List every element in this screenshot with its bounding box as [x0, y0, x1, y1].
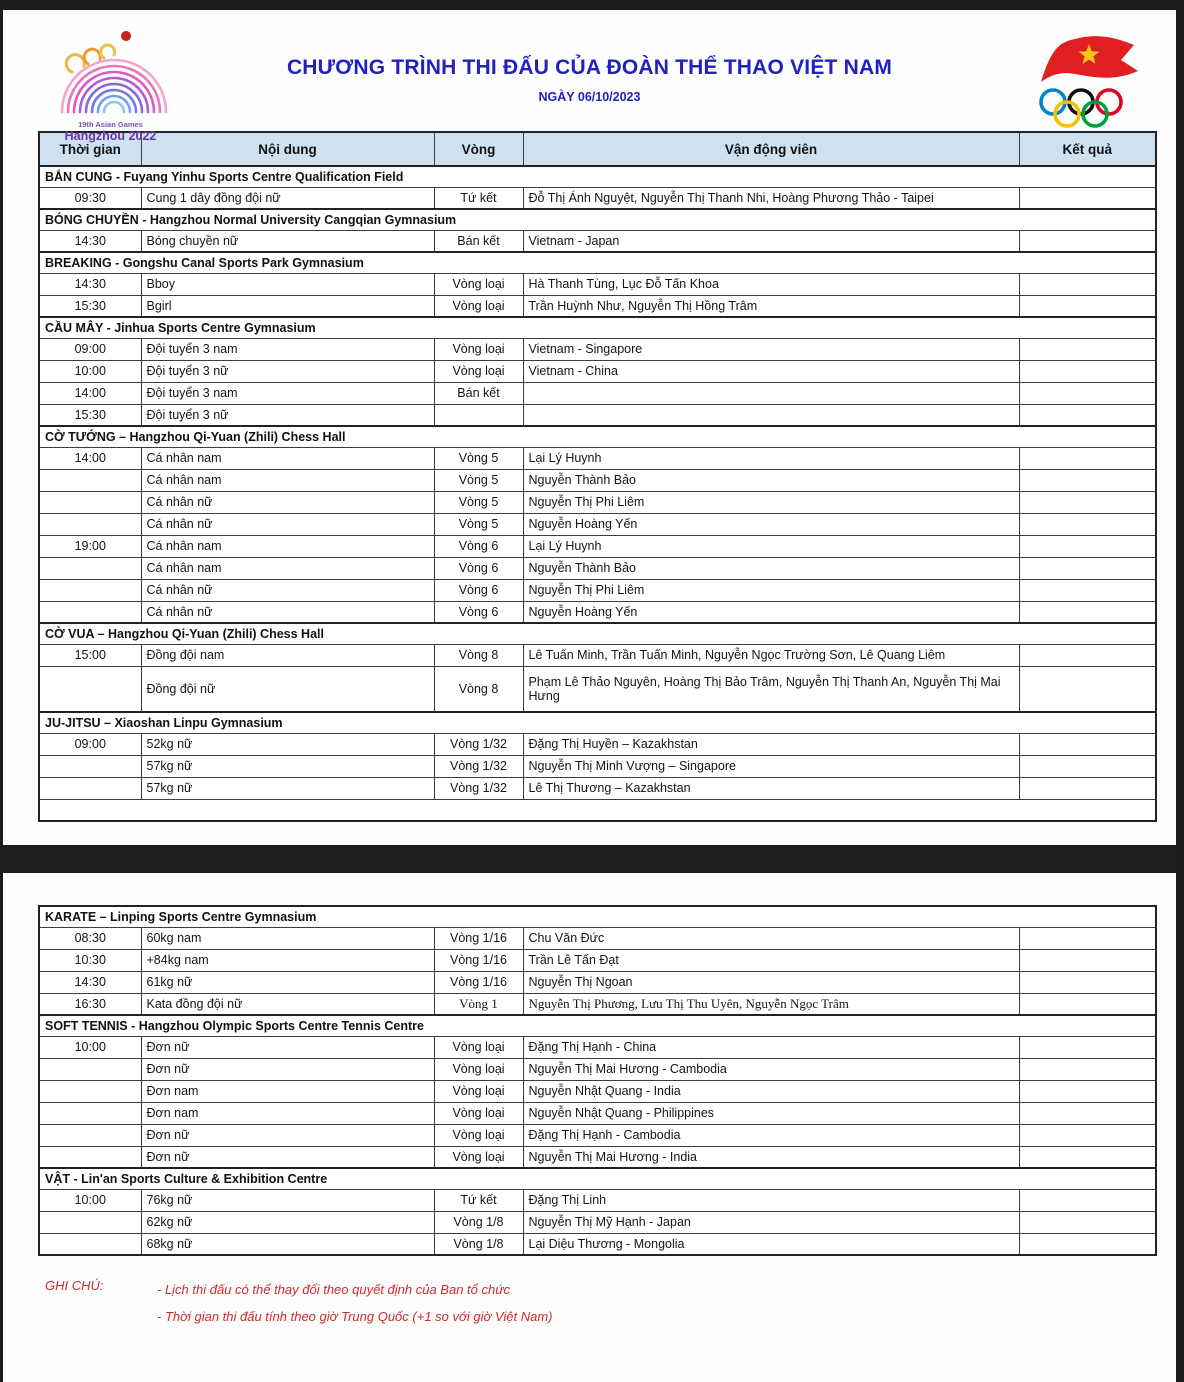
- event-cell: Đội tuyển 3 nam: [141, 382, 434, 404]
- event-cell: Đồng đội nữ: [141, 666, 434, 712]
- logo-text: Hangzhou 2022: [64, 129, 157, 143]
- athletes-cell: Vietnam - Singapore: [523, 338, 1019, 360]
- round-cell: Vòng 6: [434, 601, 523, 623]
- round-cell: Vòng 1/16: [434, 949, 523, 971]
- athletes-cell: Nguyễn Hoàng Yến: [523, 601, 1019, 623]
- venue-section-row: [39, 166, 1156, 187]
- event-cell: Đội tuyển 3 nữ: [141, 360, 434, 382]
- venue-section-title: BREAKING - Gongshu Canal Sports Park Gymnasium: [39, 252, 1156, 273]
- result-cell: [1019, 513, 1156, 535]
- schedule-row: [39, 295, 1156, 317]
- page-title: CHƯƠNG TRÌNH THI ĐẤU CỦA ĐOÀN THỂ THAO VIỆT NAM: [286, 56, 893, 79]
- event-cell: Cá nhân nam: [141, 447, 434, 469]
- venue-section-title: CỜ VUA – Hangzhou Qi-Yuan (Zhili) Chess Hall: [39, 623, 1156, 644]
- event-cell: 61kg nữ: [141, 971, 434, 993]
- time-cell: [39, 1124, 141, 1146]
- event-cell: 76kg nữ: [141, 1189, 434, 1211]
- athletes-cell: Nguyễn Nhật Quang - India: [523, 1080, 1019, 1102]
- col-header-athletes: Vận động viên: [523, 132, 1019, 166]
- athletes-cell: Nguyễn Thị Ngoan: [523, 971, 1019, 993]
- schedule-row: [39, 993, 1156, 1015]
- event-cell: +84kg nam: [141, 949, 434, 971]
- time-cell: 14:00: [39, 382, 141, 404]
- result-cell: [1019, 230, 1156, 252]
- event-cell: Bboy: [141, 273, 434, 295]
- schedule-row: [39, 1080, 1156, 1102]
- result-cell: [1019, 1102, 1156, 1124]
- event-cell: Kata đồng đội nữ: [141, 993, 434, 1015]
- event-cell: Đội tuyển 3 nữ: [141, 404, 434, 426]
- round-cell: Vòng 6: [434, 579, 523, 601]
- schedule-row: [39, 1058, 1156, 1080]
- result-cell: [1019, 447, 1156, 469]
- schedule-row: [39, 1211, 1156, 1233]
- athletes-cell: Nguyễn Nhật Quang - Philippines: [523, 1102, 1019, 1124]
- result-cell: [1019, 971, 1156, 993]
- time-cell: 10:00: [39, 1189, 141, 1211]
- notes-block: [45, 1276, 1176, 1330]
- venue-section-row: [39, 906, 1156, 927]
- athletes-cell: Đặng Thị Hạnh - Cambodia: [523, 1124, 1019, 1146]
- time-cell: [39, 755, 141, 777]
- flag-and-rings-icon: [1026, 30, 1148, 130]
- venue-section-title: CỜ TƯỚNG – Hangzhou Qi-Yuan (Zhili) Chess Hall: [39, 426, 1156, 447]
- schedule-row: [39, 230, 1156, 252]
- round-cell: Vòng 1/32: [434, 777, 523, 799]
- schedule-row: [39, 644, 1156, 666]
- event-cell: Cá nhân nam: [141, 469, 434, 491]
- event-cell: 57kg nữ: [141, 755, 434, 777]
- result-cell: [1019, 382, 1156, 404]
- venue-section-row: [39, 209, 1156, 230]
- venue-section-title: CẦU MÂY - Jinhua Sports Centre Gymnasium: [39, 317, 1156, 338]
- athletes-cell: [523, 382, 1019, 404]
- athletes-cell: Vietnam - China: [523, 360, 1019, 382]
- schedule-row: [39, 187, 1156, 209]
- round-cell: Vòng loại: [434, 295, 523, 317]
- round-cell: Tứ kết: [434, 1189, 523, 1211]
- round-cell: Vòng 1/32: [434, 755, 523, 777]
- event-cell: 57kg nữ: [141, 777, 434, 799]
- venue-section-row: [39, 623, 1156, 644]
- time-cell: 09:00: [39, 338, 141, 360]
- event-cell: Cá nhân nam: [141, 535, 434, 557]
- schedule-row: [39, 1102, 1156, 1124]
- round-cell: Vòng 1: [434, 993, 523, 1015]
- athletes-cell: Lại Lý Huynh: [523, 535, 1019, 557]
- round-cell: Vòng loại: [434, 1146, 523, 1168]
- time-cell: 15:30: [39, 404, 141, 426]
- time-cell: [39, 1233, 141, 1255]
- round-cell: Vòng 1/16: [434, 971, 523, 993]
- event-cell: Bóng chuyền nữ: [141, 230, 434, 252]
- event-cell: 68kg nữ: [141, 1233, 434, 1255]
- schedule-row: [39, 469, 1156, 491]
- result-cell: [1019, 601, 1156, 623]
- event-cell: Đội tuyển 3 nam: [141, 338, 434, 360]
- event-cell: Cá nhân nữ: [141, 601, 434, 623]
- schedule-row: [39, 1146, 1156, 1168]
- athletes-cell: Hà Thanh Tùng, Lục Đỗ Tấn Khoa: [523, 273, 1019, 295]
- round-cell: Vòng 1/32: [434, 733, 523, 755]
- time-cell: 14:30: [39, 971, 141, 993]
- event-cell: Cá nhân nữ: [141, 513, 434, 535]
- result-cell: [1019, 1080, 1156, 1102]
- time-cell: [39, 601, 141, 623]
- schedule-row: [39, 338, 1156, 360]
- round-cell: Vòng 5: [434, 491, 523, 513]
- time-cell: 15:00: [39, 644, 141, 666]
- venue-section-title: SOFT TENNIS - Hangzhou Olympic Sports Centre Tennis Centre: [39, 1015, 1156, 1036]
- time-cell: [39, 1058, 141, 1080]
- result-cell: [1019, 1124, 1156, 1146]
- round-cell: Tứ kết: [434, 187, 523, 209]
- round-cell: Vòng 5: [434, 513, 523, 535]
- athletes-cell: Lại Diệu Thương - Mongolia: [523, 1233, 1019, 1255]
- result-cell: [1019, 1189, 1156, 1211]
- schedule-row: [39, 360, 1156, 382]
- athletes-cell: Nguyễn Thị Phi Liêm: [523, 579, 1019, 601]
- note-item: - Thời gian thi đấu tính theo giờ Trung Quốc (+1 so với giờ Việt Nam): [157, 1309, 553, 1324]
- round-cell: Vòng loại: [434, 1080, 523, 1102]
- athletes-cell: Lê Thị Thương – Kazakhstan: [523, 777, 1019, 799]
- time-cell: [39, 491, 141, 513]
- venue-section-title: JU-JITSU – Xiaoshan Linpu Gymnasium: [39, 712, 1156, 733]
- round-cell: [434, 404, 523, 426]
- result-cell: [1019, 644, 1156, 666]
- time-cell: [39, 1080, 141, 1102]
- event-cell: Đồng đội nam: [141, 644, 434, 666]
- result-cell: [1019, 1146, 1156, 1168]
- title-block: [3, 56, 1176, 104]
- time-cell: 19:00: [39, 535, 141, 557]
- athletes-cell: Phạm Lê Thảo Nguyên, Hoàng Thị Bảo Trâm, Nguyễn Thị Thanh An, Nguyễn Thị Mai Hưng: [523, 666, 1019, 712]
- event-cell: Bgirl: [141, 295, 434, 317]
- event-cell: 62kg nữ: [141, 1211, 434, 1233]
- event-cell: Đơn nữ: [141, 1146, 434, 1168]
- time-cell: 09:30: [39, 187, 141, 209]
- result-cell: [1019, 949, 1156, 971]
- schedule-row: [39, 557, 1156, 579]
- schedule-row: [39, 491, 1156, 513]
- round-cell: Vòng 8: [434, 666, 523, 712]
- athletes-cell: Đặng Thị Hạnh - China: [523, 1036, 1019, 1058]
- event-cell: Cá nhân nữ: [141, 491, 434, 513]
- schedule-row: [39, 1189, 1156, 1211]
- empty-cell: [39, 799, 1156, 821]
- result-cell: [1019, 666, 1156, 712]
- schedule-row: [39, 1233, 1156, 1255]
- schedule-row: [39, 579, 1156, 601]
- round-cell: Vòng 8: [434, 644, 523, 666]
- result-cell: [1019, 579, 1156, 601]
- schedule-row: [39, 755, 1156, 777]
- schedule-row: [39, 535, 1156, 557]
- event-cell: Đơn nam: [141, 1080, 434, 1102]
- athletes-cell: Nguyễn Thị Phi Liêm: [523, 491, 1019, 513]
- round-cell: Vòng 6: [434, 535, 523, 557]
- logo-subtext: 19th Asian Games: [78, 120, 143, 129]
- result-cell: [1019, 777, 1156, 799]
- time-cell: [39, 557, 141, 579]
- venue-section-row: [39, 1168, 1156, 1189]
- venue-section-title: BÓNG CHUYỀN - Hangzhou Normal University Cangqian Gymnasium: [39, 209, 1156, 230]
- venue-section-title: KARATE – Linping Sports Centre Gymnasium: [39, 906, 1156, 927]
- time-cell: [39, 469, 141, 491]
- schedule-row: [39, 799, 1156, 821]
- result-cell: [1019, 404, 1156, 426]
- notes-items: [157, 1276, 553, 1330]
- athletes-cell: Nguyễn Thị Mai Hương - India: [523, 1146, 1019, 1168]
- schedule-row: [39, 733, 1156, 755]
- time-cell: 14:00: [39, 447, 141, 469]
- event-cell: 60kg nam: [141, 927, 434, 949]
- schedule-row: [39, 971, 1156, 993]
- round-cell: Vòng loại: [434, 1058, 523, 1080]
- round-cell: Vòng 5: [434, 447, 523, 469]
- time-cell: [39, 513, 141, 535]
- event-cell: Đơn nam: [141, 1102, 434, 1124]
- round-cell: Bán kết: [434, 230, 523, 252]
- round-cell: Vòng loại: [434, 360, 523, 382]
- result-cell: [1019, 1233, 1156, 1255]
- athletes-cell: Nguyễn Thị Phương, Lưu Thị Thu Uyên, Nguyễn Ngọc Trâm: [523, 993, 1019, 1015]
- round-cell: Vòng loại: [434, 338, 523, 360]
- result-cell: [1019, 535, 1156, 557]
- schedule-row: [39, 404, 1156, 426]
- document-header: [3, 10, 1176, 143]
- round-cell: Vòng 1/16: [434, 927, 523, 949]
- venue-section-row: [39, 712, 1156, 733]
- time-cell: 10:00: [39, 1036, 141, 1058]
- event-cell: Cá nhân nam: [141, 557, 434, 579]
- col-header-result: Kết quả: [1019, 132, 1156, 166]
- event-cell: Đơn nữ: [141, 1036, 434, 1058]
- athletes-cell: Chu Văn Đức: [523, 927, 1019, 949]
- page-2: [3, 873, 1176, 1382]
- page-1: [3, 10, 1176, 845]
- result-cell: [1019, 187, 1156, 209]
- result-cell: [1019, 733, 1156, 755]
- result-cell: [1019, 1036, 1156, 1058]
- col-header-round: Vòng: [434, 132, 523, 166]
- round-cell: Vòng loại: [434, 1102, 523, 1124]
- result-cell: [1019, 557, 1156, 579]
- frame-right-edge: [1176, 0, 1184, 1382]
- result-cell: [1019, 338, 1156, 360]
- round-cell: Bán kết: [434, 382, 523, 404]
- schedule-row: [39, 1124, 1156, 1146]
- result-cell: [1019, 295, 1156, 317]
- round-cell: Vòng 6: [434, 557, 523, 579]
- result-cell: [1019, 993, 1156, 1015]
- page-separator: [0, 845, 1184, 873]
- note-item: - Lịch thi đấu có thể thay đổi theo quyết định của Ban tổ chức: [157, 1282, 510, 1297]
- round-cell: Vòng 1/8: [434, 1211, 523, 1233]
- time-cell: 10:00: [39, 360, 141, 382]
- athletes-cell: [523, 404, 1019, 426]
- col-header-time: Thời gian: [39, 132, 141, 166]
- athletes-cell: Nguyễn Thị Minh Vượng – Singapore: [523, 755, 1019, 777]
- venue-section-row: [39, 317, 1156, 338]
- venue-section-row: [39, 252, 1156, 273]
- athletes-cell: Lại Lý Huynh: [523, 447, 1019, 469]
- time-cell: 16:30: [39, 993, 141, 1015]
- athletes-cell: Nguyễn Thị Mai Hương - Cambodia: [523, 1058, 1019, 1080]
- schedule-row: [39, 382, 1156, 404]
- athletes-cell: Nguyễn Thị Mỹ Hạnh - Japan: [523, 1211, 1019, 1233]
- athletes-cell: Trần Lê Tấn Đạt: [523, 949, 1019, 971]
- date-subtitle: NGÀY 06/10/2023: [538, 90, 641, 104]
- schedule-row: [39, 949, 1156, 971]
- round-cell: Vòng loại: [434, 1036, 523, 1058]
- athletes-cell: Đặng Thị Huyền – Kazakhstan: [523, 733, 1019, 755]
- schedule-row: [39, 777, 1156, 799]
- time-cell: 09:00: [39, 733, 141, 755]
- time-cell: [39, 777, 141, 799]
- result-cell: [1019, 1211, 1156, 1233]
- event-cell: Đơn nữ: [141, 1124, 434, 1146]
- schedule-row: [39, 601, 1156, 623]
- round-cell: Vòng loại: [434, 273, 523, 295]
- time-cell: 10:30: [39, 949, 141, 971]
- athletes-cell: Trần Huỳnh Như, Nguyễn Thị Hồng Trâm: [523, 295, 1019, 317]
- vietnam-olympic-logo: [1026, 30, 1148, 135]
- event-cell: Cung 1 dây đồng đội nữ: [141, 187, 434, 209]
- time-cell: 14:30: [39, 273, 141, 295]
- result-cell: [1019, 469, 1156, 491]
- venue-section-row: [39, 426, 1156, 447]
- venue-section-title: BẮN CUNG - Fuyang Yinhu Sports Centre Qualification Field: [39, 166, 1156, 187]
- athletes-cell: Lê Tuấn Minh, Trần Tuấn Minh, Nguyễn Ngọc Trường Sơn, Lê Quang Liêm: [523, 644, 1019, 666]
- schedule-row: [39, 447, 1156, 469]
- result-cell: [1019, 360, 1156, 382]
- result-cell: [1019, 755, 1156, 777]
- schedule-row: [39, 273, 1156, 295]
- schedule-row: [39, 666, 1156, 712]
- event-cell: Cá nhân nữ: [141, 579, 434, 601]
- result-cell: [1019, 1058, 1156, 1080]
- table-header-row: [39, 132, 1156, 166]
- event-cell: Đơn nữ: [141, 1058, 434, 1080]
- time-cell: [39, 1211, 141, 1233]
- result-cell: [1019, 273, 1156, 295]
- notes-label: GHI CHÚ:: [45, 1278, 104, 1293]
- schedule-row: [39, 513, 1156, 535]
- time-cell: [39, 666, 141, 712]
- col-header-content: Nội dung: [141, 132, 434, 166]
- event-cell: 52kg nữ: [141, 733, 434, 755]
- venue-section-title: VẬT - Lin'an Sports Culture & Exhibition Centre: [39, 1168, 1156, 1189]
- schedule-row: [39, 927, 1156, 949]
- round-cell: Vòng loại: [434, 1124, 523, 1146]
- schedule-row: [39, 1036, 1156, 1058]
- athletes-cell: Đỗ Thị Ánh Nguyệt, Nguyễn Thị Thanh Nhi, Hoàng Phương Thảo - Taipei: [523, 187, 1019, 209]
- athletes-cell: Nguyễn Hoàng Yến: [523, 513, 1019, 535]
- athletes-cell: Đặng Thị Linh: [523, 1189, 1019, 1211]
- time-cell: 14:30: [39, 230, 141, 252]
- time-cell: 08:30: [39, 927, 141, 949]
- athletes-cell: Nguyễn Thành Bảo: [523, 557, 1019, 579]
- result-cell: [1019, 491, 1156, 513]
- round-cell: Vòng 5: [434, 469, 523, 491]
- time-cell: [39, 1102, 141, 1124]
- time-cell: [39, 1146, 141, 1168]
- schedule-table-page1: [38, 131, 1157, 822]
- result-cell: [1019, 927, 1156, 949]
- schedule-table-page2: [38, 905, 1157, 1256]
- round-cell: Vòng 1/8: [434, 1233, 523, 1255]
- time-cell: [39, 579, 141, 601]
- venue-section-row: [39, 1015, 1156, 1036]
- athletes-cell: Vietnam - Japan: [523, 230, 1019, 252]
- time-cell: 15:30: [39, 295, 141, 317]
- athletes-cell: Nguyễn Thành Bảo: [523, 469, 1019, 491]
